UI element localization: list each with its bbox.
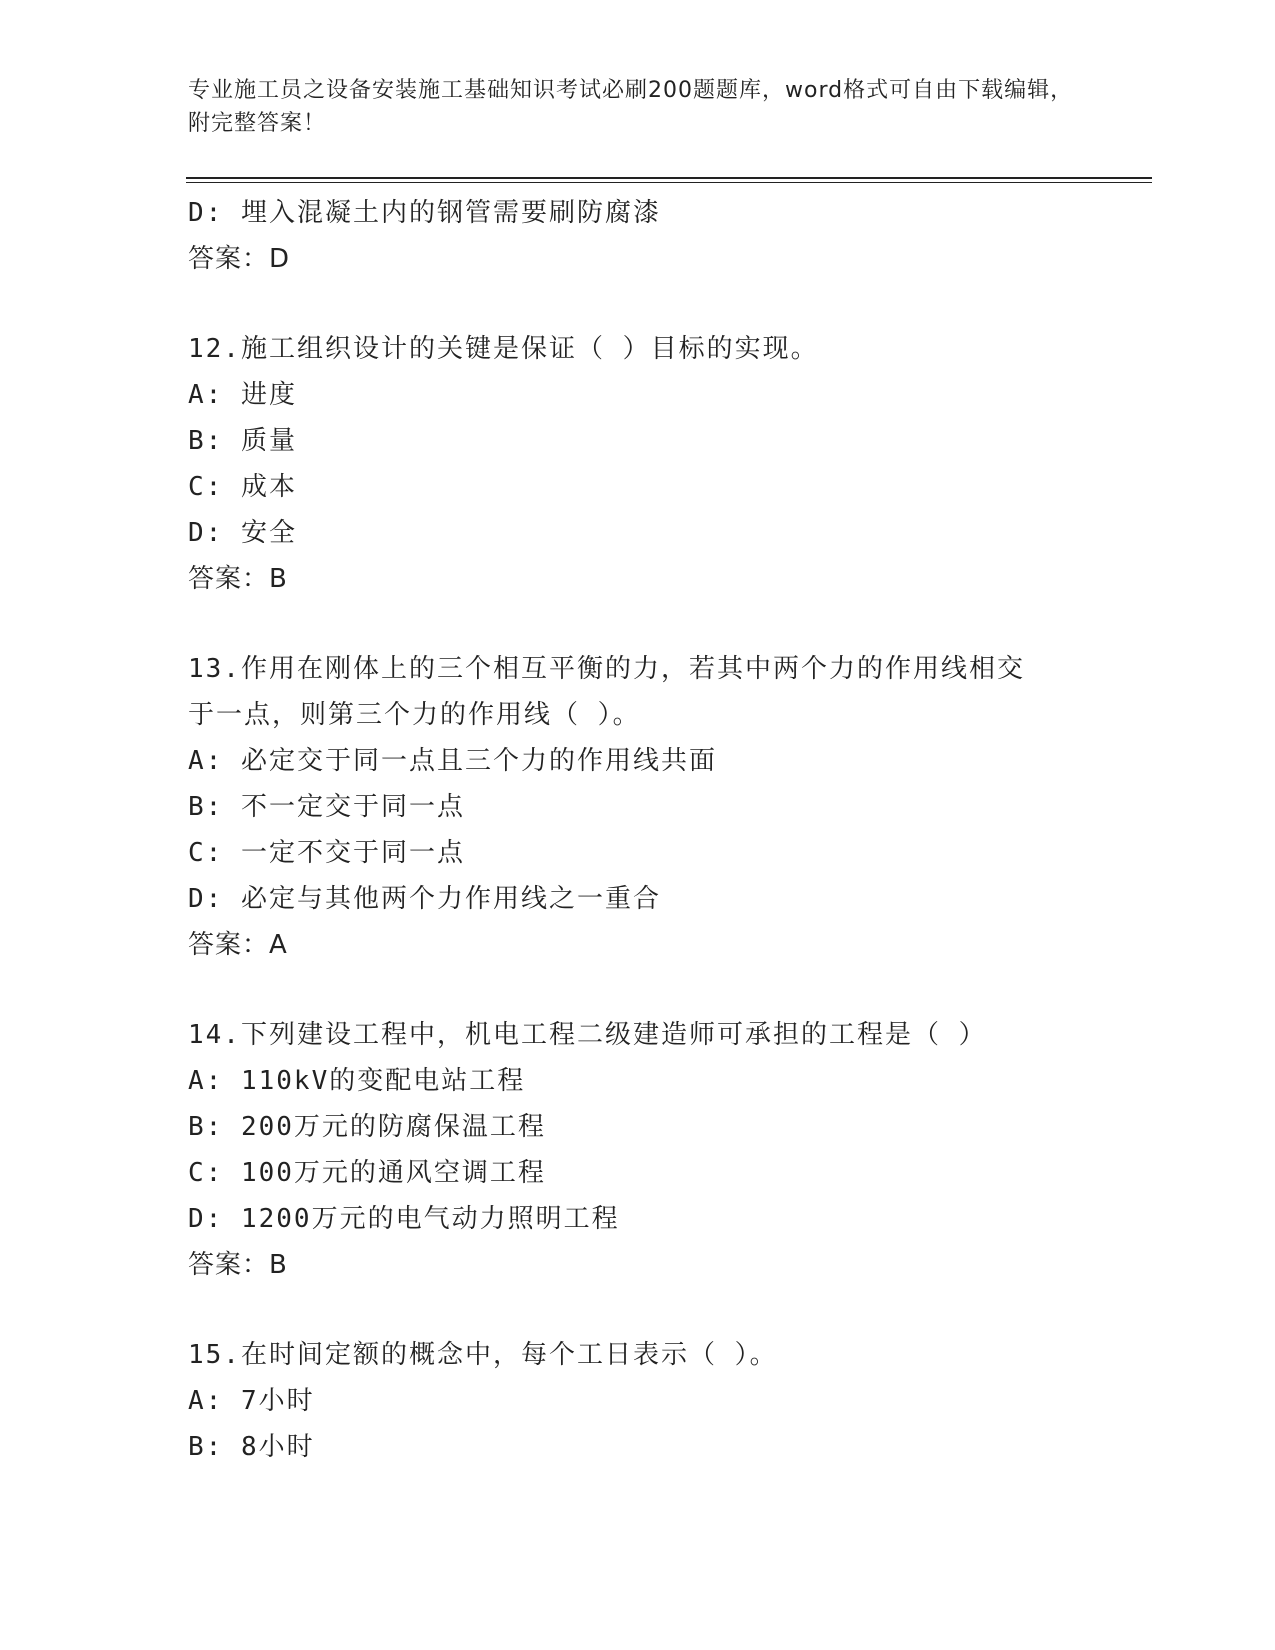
- question-13: [188, 646, 1088, 968]
- option-a: A: 7小时: [188, 1386, 315, 1416]
- option-b: B: 200万元的防腐保温工程: [188, 1112, 546, 1142]
- question-stem: 13.作用在刚体上的三个相互平衡的力，若其中两个力的作用线相交于一点，则第三个力的作用线（ ）。: [188, 654, 1025, 730]
- answer: 答案：B: [188, 564, 288, 594]
- question-stem: 14.下列建设工程中，机电工程二级建造师可承担的工程是（ ）: [188, 1020, 987, 1050]
- option-a: A: 进度: [188, 380, 297, 410]
- option-a: A: 必定交于同一点且三个力的作用线共面: [188, 746, 717, 776]
- question-stem: 12.施工组织设计的关键是保证（ ）目标的实现。: [188, 334, 819, 364]
- question-12: [188, 326, 1088, 602]
- spacer: [188, 1288, 1088, 1332]
- document-header: 专业施工员之设备安装施工基础知识考试必刷200题题库，word格式可自由下载编辑，附完整答案！: [188, 78, 1074, 136]
- option-b: B: 8小时: [188, 1432, 315, 1462]
- answer: 答案：A: [188, 930, 288, 960]
- header-divider-thin: [186, 182, 1152, 183]
- spacer: [188, 282, 1088, 326]
- question-list: [188, 190, 1088, 1470]
- option-a: A: 110kV的变配电站工程: [188, 1066, 526, 1096]
- question-15: [188, 1332, 1088, 1470]
- header-divider-thick: [186, 177, 1152, 179]
- previous-answer: 答案：D: [188, 244, 291, 274]
- previous-option-d: D: 埋入混凝土内的钢管需要刷防腐漆: [188, 198, 661, 228]
- spacer: [188, 602, 1088, 646]
- option-d: D: 必定与其他两个力作用线之一重合: [188, 884, 661, 914]
- question-14: [188, 1012, 1088, 1288]
- option-d: D: 1200万元的电气动力照明工程: [188, 1204, 620, 1234]
- option-c: C: 100万元的通风空调工程: [188, 1158, 546, 1188]
- option-b: B: 质量: [188, 426, 297, 456]
- option-b: B: 不一定交于同一点: [188, 792, 465, 822]
- option-c: C: 一定不交于同一点: [188, 838, 465, 868]
- option-d: D: 安全: [188, 518, 297, 548]
- option-c: C: 成本: [188, 472, 297, 502]
- spacer: [188, 968, 1088, 1012]
- question-stem: 15.在时间定额的概念中，每个工日表示（ ）。: [188, 1340, 778, 1370]
- answer: 答案：B: [188, 1250, 288, 1280]
